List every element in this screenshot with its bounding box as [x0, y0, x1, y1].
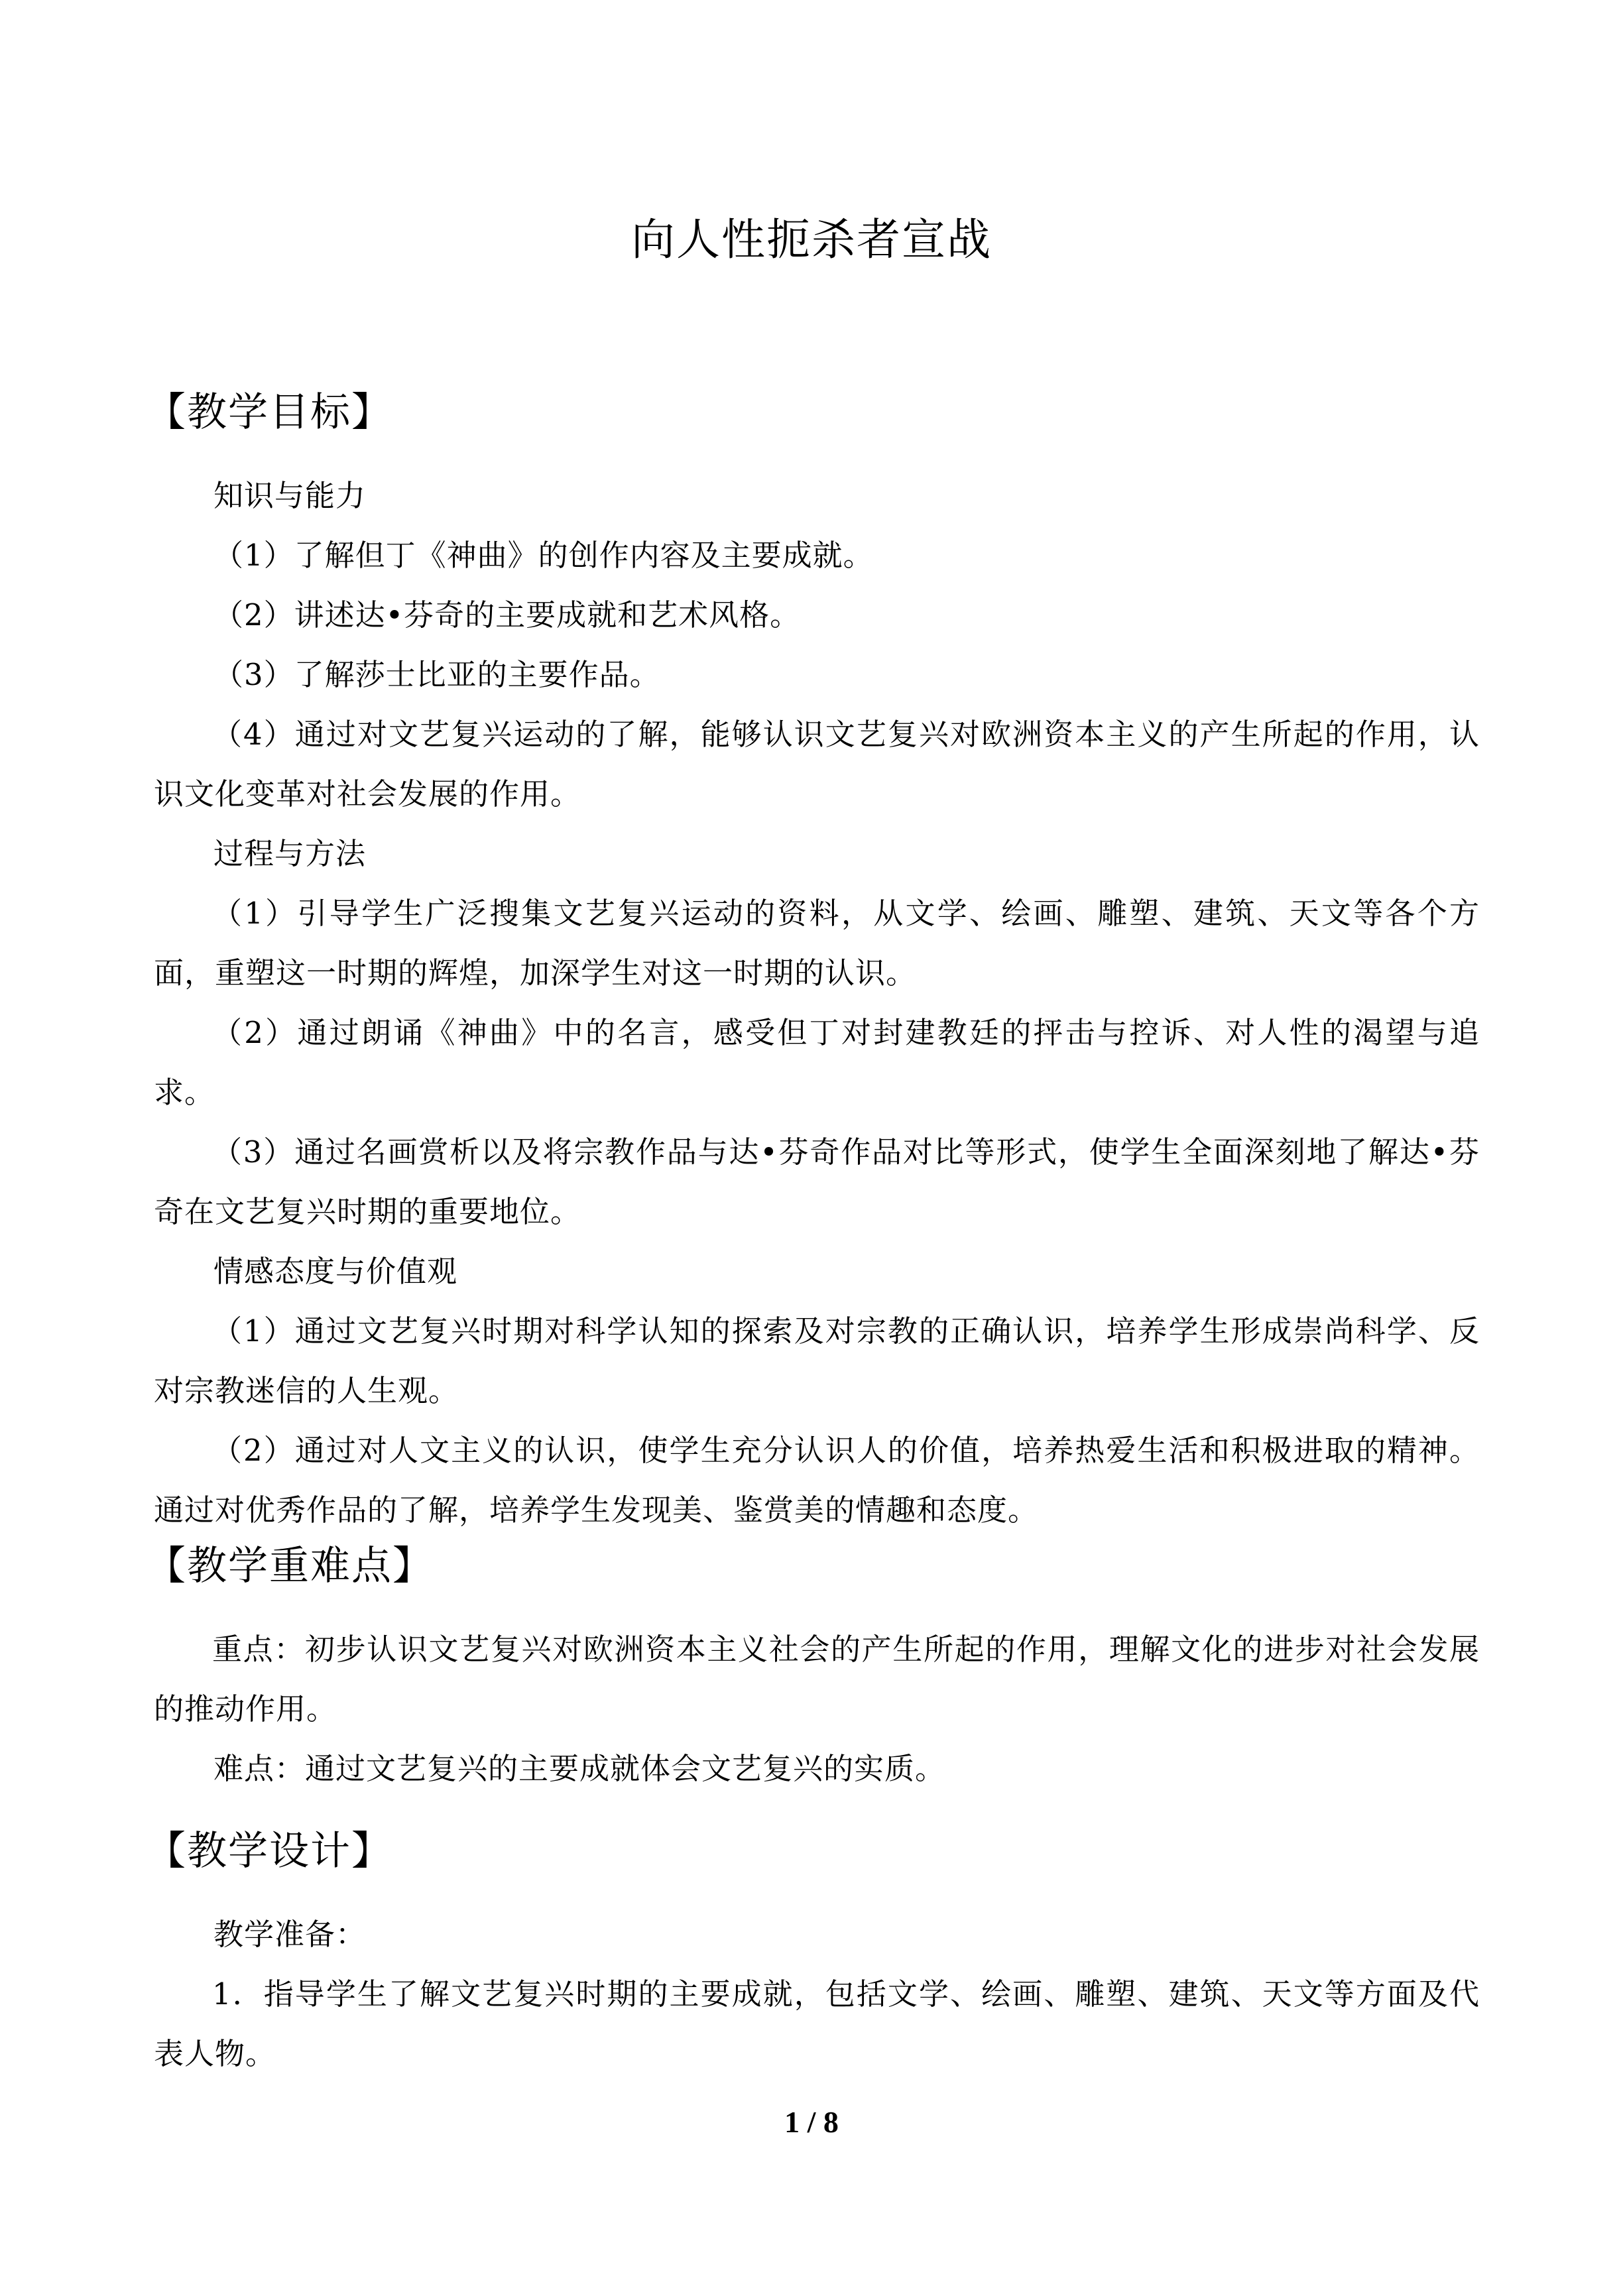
- paragraph-k1: （1）了解但丁《神曲》的创作内容及主要成就。: [213, 538, 874, 573]
- subheading-emotion: 情感态度与价值观: [213, 1254, 458, 1289]
- page-number: 1 / 8: [784, 2105, 839, 2139]
- heading-teaching-design: 【教学设计】: [146, 1828, 392, 1874]
- paragraph-p3: （3）通过名画赏析以及将宗教作品与达•芬奇作品对比等形式，使学生全面深刻地了解达•芬奇在文艺复兴时期的重要地位。: [154, 1134, 1480, 1229]
- subheading-preparation: 教学准备：: [213, 1917, 367, 1952]
- paragraph-difficulty: 难点：通过文艺复兴的主要成就体会文艺复兴的实质。: [213, 1751, 946, 1786]
- heading-teaching-goals: 【教学目标】: [146, 389, 392, 436]
- paragraph-k4: （4）通过对文艺复兴运动的了解，能够认识文艺复兴对欧洲资本主义的产生所起的作用，认识文化变革对社会发展的作用。: [154, 717, 1480, 812]
- document-title: 向人性扼杀者宣战: [631, 214, 992, 265]
- paragraph-k3: （3）了解莎士比亚的主要作品。: [213, 657, 660, 692]
- subheading-process: 过程与方法: [213, 836, 367, 871]
- paragraph-k2: （2）讲述达•芬奇的主要成就和艺术风格。: [213, 597, 801, 633]
- paragraph-prep1: 1．指导学生了解文艺复兴时期的主要成就，包括文学、绘画、雕塑、建筑、天文等方面及代表人物。: [154, 1976, 1480, 2071]
- paragraph-p2: （2）通过朗诵《神曲》中的名言，感受但丁对封建教廷的抨击与控诉、对人性的渴望与追求。: [154, 1015, 1480, 1110]
- paragraph-e2: （2）通过对人文主义的认识，使学生充分认识人的价值，培养热爱生活和积极进取的精神。通过对优秀作品的了解，培养学生发现美、鉴赏美的情趣和态度。: [154, 1433, 1480, 1528]
- subheading-knowledge: 知识与能力: [213, 478, 367, 513]
- paragraph-p1: （1）引导学生广泛搜集文艺复兴运动的资料，从文学、绘画、雕塑、建筑、天文等各个方面，重塑这一时期的辉煌，加深学生对这一时期的认识。: [154, 896, 1480, 991]
- paragraph-focus: 重点：初步认识文艺复兴对欧洲资本主义社会的产生所起的作用，理解文化的进步对社会发展的推动作用。: [154, 1632, 1480, 1726]
- paragraph-e1: （1）通过文艺复兴时期对科学认知的探索及对宗教的正确认识，培养学生形成崇尚科学、反对宗教迷信的人生观。: [154, 1313, 1480, 1408]
- heading-key-points: 【教学重难点】: [146, 1543, 434, 1589]
